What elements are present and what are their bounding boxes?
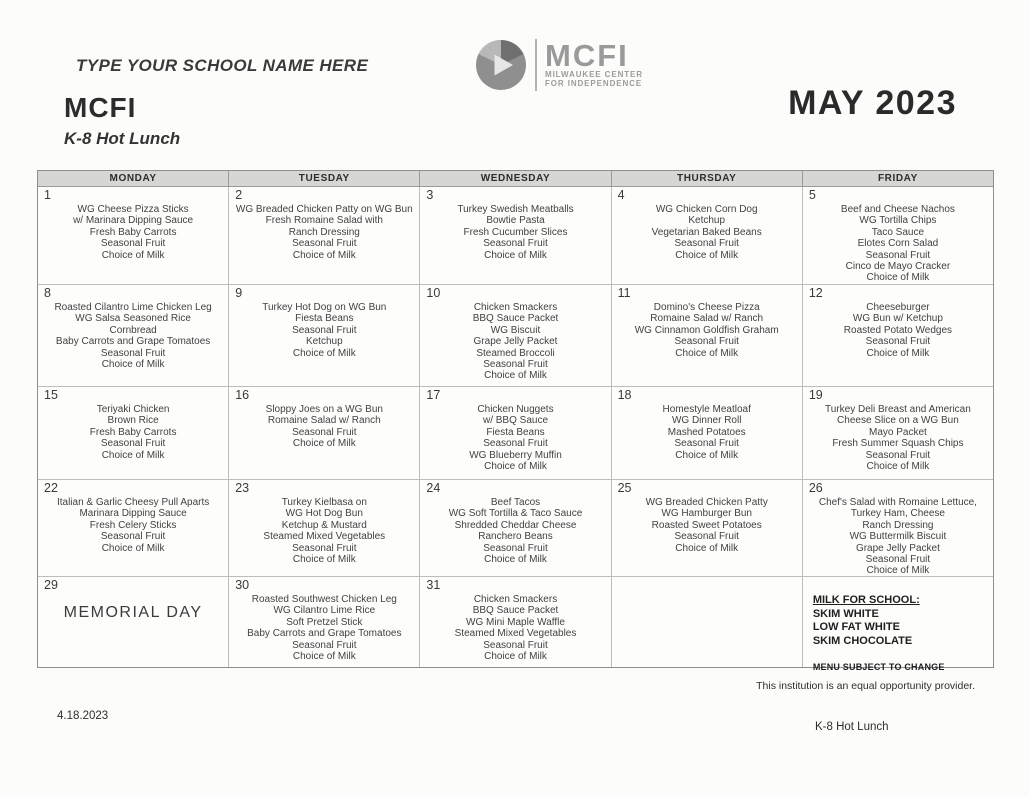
date-number: 4	[617, 188, 625, 202]
day-cell	[612, 387, 803, 480]
menu-item: Grape Jelly Packet	[473, 336, 558, 348]
date-number: 16	[235, 388, 250, 402]
date-number: 11	[617, 286, 631, 300]
day-cell	[420, 387, 611, 480]
menu-item: Fresh Summer Squash Chips	[832, 438, 964, 450]
menu-item: Seasonal Fruit	[674, 336, 739, 348]
day-cell	[229, 480, 420, 577]
menu-item: Ranch Dressing	[862, 519, 934, 531]
date-number: 30	[235, 578, 250, 592]
menu-item: Choice of Milk	[866, 461, 930, 473]
menu-list	[423, 578, 607, 662]
menu-item: WG Hamburger Bun	[661, 508, 752, 520]
menu-item: Seasonal Fruit	[292, 639, 357, 651]
menu-subtitle: K-8 Hot Lunch	[64, 129, 181, 148]
menu-item: Shredded Cheddar Cheese	[454, 519, 577, 531]
week-row	[38, 285, 993, 387]
day-cell	[803, 480, 993, 577]
menu-item: Soft Pretzel Stick	[286, 616, 363, 628]
menu-item: WG Breaded Chicken Patty on WG Bun	[235, 204, 413, 215]
logo-divider	[535, 39, 537, 91]
date-number: 26	[808, 481, 823, 495]
menu-item: Seasonal Fruit	[100, 347, 166, 359]
day-cell	[229, 387, 420, 480]
day-cell	[612, 480, 803, 577]
menu-item: Elotes Corn Salad	[857, 238, 939, 250]
day-cell	[38, 187, 229, 285]
menu-item: Domino's Cheese Pizza	[653, 302, 760, 313]
menu-item: Fresh Baby Carrots	[89, 226, 177, 238]
menu-item: Choice of Milk	[484, 370, 547, 382]
menu-item: Chef's Salad with Romaine Lettuce,	[818, 497, 977, 508]
menu-list	[423, 286, 607, 382]
menu-item: Beef Tacos	[490, 497, 541, 508]
day-cell	[612, 285, 803, 387]
calendar-body	[38, 187, 993, 672]
menu-list	[423, 481, 607, 565]
day-cell	[420, 480, 611, 577]
menu-item: Seasonal Fruit	[100, 531, 166, 543]
menu-item: Ketchup	[688, 215, 726, 227]
week-row	[38, 387, 993, 480]
menu-item: Choice of Milk	[484, 554, 547, 566]
menu-item: Seasonal Fruit	[865, 449, 931, 461]
menu-item: Choice of Milk	[866, 565, 930, 577]
date-number: 10	[426, 286, 441, 300]
day-header-friday: FRIDAY	[803, 171, 993, 187]
menu-item: w/ Marinara Dipping Sauce	[73, 215, 194, 227]
menu-item: Cheese Slice on a WG Bun	[837, 415, 959, 427]
menu-item: WG Chicken Corn Dog	[655, 204, 758, 215]
logo-tagline-line1: MILWAUKEE CENTER	[545, 70, 643, 79]
menu-item: Grape Jelly Packet	[855, 542, 940, 554]
menu-item: Fresh Romaine Salad with	[265, 215, 383, 227]
mcfi-logo	[474, 38, 643, 92]
memorial-day-label: MEMORIAL DAY	[63, 604, 203, 621]
menu-item: Chicken Smackers	[473, 302, 558, 313]
menu-item: WG Salsa Seasoned Rice	[75, 313, 191, 325]
menu-item: Turkey Ham, Cheese	[850, 508, 945, 520]
menu-item: BBQ Sauce Packet	[472, 313, 559, 325]
menu-list	[41, 286, 225, 370]
menu-item: Choice of Milk	[101, 542, 165, 554]
menu-list	[806, 388, 990, 472]
menu-list	[232, 388, 416, 450]
day-cell	[803, 285, 993, 387]
menu-item: Choice of Milk	[675, 347, 739, 359]
menu-list	[615, 481, 799, 554]
menu-item: w/ BBQ Sauce	[482, 415, 549, 427]
date-number: 5	[808, 188, 816, 202]
menu-item: Fresh Celery Sticks	[89, 519, 177, 531]
menu-item: Ranchero Beans	[478, 531, 553, 543]
day-cell	[229, 285, 420, 387]
menu-item: Fiesta Beans	[295, 313, 354, 325]
date-number: 1	[44, 188, 51, 202]
menu-item: Choice of Milk	[292, 249, 356, 261]
menu-item: Choice of Milk	[484, 461, 547, 473]
footer-doc-label: K-8 Hot Lunch	[815, 721, 889, 733]
menu-item: Baby Carrots and Grape Tomatoes	[247, 628, 402, 640]
menu-item: Seasonal Fruit	[483, 639, 548, 651]
menu-list	[615, 388, 799, 461]
menu-item: WG Cilantro Lime Rice	[273, 605, 376, 617]
logo-text	[545, 38, 643, 88]
menu-item: Teriyaki Chicken	[96, 404, 170, 415]
menu-item: Seasonal Fruit	[865, 554, 931, 566]
menu-item: WG Bun w/ Ketchup	[852, 313, 943, 325]
menu-list	[232, 286, 416, 359]
menu-item: Turkey Swedish Meatballs	[457, 204, 574, 215]
menu-item: Fresh Cucumber Slices	[463, 226, 568, 238]
logo-wordmark: MCFI	[545, 38, 629, 73]
menu-item: WG Biscuit	[490, 324, 541, 336]
menu-item: Choice of Milk	[675, 449, 739, 461]
menu-item: Sloppy Joes on a WG Bun	[265, 404, 383, 415]
menu-list	[806, 286, 990, 359]
menu-item: BBQ Sauce Packet	[472, 605, 559, 617]
menu-list	[615, 286, 799, 359]
date-number: 31	[426, 578, 441, 592]
menu-list	[41, 188, 225, 261]
menu-item: Romaine Salad w/ Ranch	[267, 415, 381, 427]
day-cell	[612, 577, 803, 667]
date-number: 12	[808, 286, 823, 300]
menu-item: Turkey Deli Breast and American	[825, 404, 971, 415]
week-row	[38, 577, 993, 672]
menu-item: Ranch Dressing	[288, 226, 360, 238]
menu-item: Turkey Hot Dog on WG Bun	[262, 302, 387, 313]
milk-option: SKIM WHITE	[812, 607, 879, 620]
menu-list	[615, 188, 799, 261]
menu-item: Seasonal Fruit	[483, 542, 548, 554]
menu-item: Seasonal Fruit	[483, 359, 548, 371]
menu-item: Choice of Milk	[484, 651, 547, 663]
menu-item: Choice of Milk	[101, 359, 165, 371]
menu-item: Choice of Milk	[101, 449, 165, 461]
menu-item: Seasonal Fruit	[483, 238, 548, 250]
date-number: 24	[426, 481, 441, 495]
day-cell	[612, 187, 803, 285]
menu-item: WG Soft Tortilla & Taco Sauce	[448, 508, 583, 520]
day-cell	[38, 387, 229, 480]
menu-item: Chicken Nuggets	[477, 404, 554, 415]
milk-heading: MILK FOR SCHOOL:	[812, 594, 920, 606]
menu-item: Seasonal Fruit	[100, 438, 166, 450]
date-number: 9	[235, 286, 243, 300]
menu-item: Cornbread	[109, 324, 157, 336]
mcfi-logo-icon	[474, 38, 528, 92]
day-cell	[420, 577, 611, 667]
date-number: 15	[44, 388, 58, 402]
menu-item: Homestyle Meatloaf	[662, 404, 751, 415]
menu-change-note: MENU SUBJECT TO CHANGE	[812, 662, 945, 672]
lunch-calendar	[37, 170, 994, 672]
date-number: 18	[617, 388, 632, 402]
menu-item: Seasonal Fruit	[674, 531, 739, 543]
menu-item: Seasonal Fruit	[292, 238, 357, 250]
day-cell	[229, 187, 420, 285]
menu-list	[232, 481, 416, 565]
menu-item: Turkey Kielbasa on	[281, 497, 367, 508]
menu-item: Seasonal Fruit	[292, 542, 357, 554]
date-number: 2	[235, 188, 243, 202]
menu-item: WG Cinnamon Goldfish Graham	[634, 324, 779, 336]
menu-item: Steamed Broccoli	[476, 347, 555, 359]
menu-item: Choice of Milk	[101, 249, 165, 261]
day-cell	[38, 577, 229, 667]
day-header-wednesday: WEDNESDAY	[420, 171, 611, 187]
equal-opportunity-note: This institution is an equal opportunity provider.	[756, 680, 975, 692]
menu-item: Seasonal Fruit	[865, 249, 931, 261]
menu-item: Seasonal Fruit	[292, 426, 357, 438]
menu-item: Italian & Garlic Cheesy Pull Aparts	[56, 497, 210, 508]
day-header-tuesday: TUESDAY	[229, 171, 420, 187]
menu-item: Marinara Dipping Sauce	[79, 508, 187, 520]
menu-item: Seasonal Fruit	[292, 324, 357, 336]
calendar-day-header-row	[38, 171, 993, 187]
org-title: MCFI	[64, 92, 137, 123]
menu-item: Choice of Milk	[675, 542, 739, 554]
day-header-thursday: THURSDAY	[612, 171, 803, 187]
menu-item: Seasonal Fruit	[483, 438, 548, 450]
menu-item: Ketchup & Mustard	[281, 519, 367, 531]
date-number: 29	[44, 578, 58, 592]
menu-item: Choice of Milk	[484, 249, 547, 261]
revision-date: 4.18.2023	[57, 710, 109, 722]
menu-item: Cheeseburger	[866, 302, 930, 313]
menu-item: Seasonal Fruit	[100, 238, 166, 250]
menu-item: WG Mini Maple Waffle	[466, 616, 565, 628]
menu-item: Roasted Cilantro Lime Chicken Leg	[54, 302, 212, 313]
menu-item: Cinco de Mayo Cracker	[845, 261, 951, 273]
menu-item: Choice of Milk	[866, 272, 930, 284]
menu-item: Beef and Cheese Nachos	[840, 204, 955, 215]
menu-item: Choice of Milk	[292, 438, 356, 450]
day-cell	[420, 187, 611, 285]
menu-item: WG Dinner Roll	[671, 415, 742, 427]
day-cell	[803, 187, 993, 285]
date-number: 22	[44, 481, 58, 495]
menu-item: Chicken Smackers	[473, 594, 558, 605]
menu-item: WG Buttermilk Biscuit	[849, 531, 947, 543]
date-number: 19	[808, 388, 823, 402]
day-cell	[803, 577, 993, 672]
menu-item: Seasonal Fruit	[674, 238, 739, 250]
day-header-monday: MONDAY	[38, 171, 229, 187]
menu-item: WG Breaded Chicken Patty	[645, 497, 768, 508]
menu-item: Ketchup	[305, 336, 343, 348]
menu-item: WG Blueberry Muffin	[469, 449, 562, 461]
menu-item: Fiesta Beans	[486, 426, 545, 438]
menu-list	[423, 388, 607, 472]
menu-list	[41, 388, 225, 461]
week-row	[38, 187, 993, 285]
menu-list	[232, 578, 416, 662]
menu-list	[423, 188, 607, 261]
menu-item: Taco Sauce	[871, 226, 925, 238]
menu-item: Mashed Potatoes	[667, 426, 746, 438]
menu-item: Roasted Sweet Potatoes	[651, 519, 762, 531]
menu-item: Choice of Milk	[866, 347, 930, 359]
menu-item: Seasonal Fruit	[674, 438, 739, 450]
day-cell	[229, 577, 420, 667]
menu-item: Roasted Potato Wedges	[843, 324, 953, 336]
menu-item: Seasonal Fruit	[865, 336, 931, 348]
menu-item: Choice of Milk	[675, 249, 739, 261]
date-number: 8	[44, 286, 51, 300]
day-cell	[38, 285, 229, 387]
menu-item: Romaine Salad w/ Ranch	[650, 313, 764, 325]
date-number: 23	[235, 481, 250, 495]
month-year-title: MAY 2023	[788, 84, 957, 122]
logo-tagline-line2: FOR INDEPENDENCE	[545, 79, 643, 88]
date-number: 17	[426, 388, 441, 402]
milk-option: LOW FAT WHITE	[812, 621, 900, 633]
menu-list	[41, 481, 225, 554]
menu-item: Fresh Baby Carrots	[89, 426, 177, 438]
menu-item: Choice of Milk	[292, 554, 356, 566]
menu-item: Choice of Milk	[292, 651, 356, 663]
menu-item: WG Hot Dog Bun	[285, 508, 363, 520]
menu-item: Baby Carrots and Grape Tomatoes	[55, 336, 211, 348]
menu-item: Roasted Southwest Chicken Leg	[251, 594, 397, 605]
school-name-placeholder: TYPE YOUR SCHOOL NAME HERE	[76, 56, 369, 75]
menu-list	[806, 481, 990, 577]
menu-item: Bowtie Pasta	[486, 215, 545, 227]
menu-item: WG Tortilla Chips	[859, 215, 937, 227]
menu-list	[232, 188, 416, 261]
menu-item: WG Cheese Pizza Sticks	[77, 204, 189, 215]
day-cell	[420, 285, 611, 387]
date-number: 25	[617, 481, 632, 495]
menu-item: Mayo Packet	[869, 426, 927, 438]
menu-item: Steamed Mixed Vegetables	[454, 628, 577, 640]
day-cell	[803, 387, 993, 480]
menu-list	[806, 188, 990, 284]
menu-item: Steamed Mixed Vegetables	[263, 531, 386, 543]
menu-item: Choice of Milk	[292, 347, 356, 359]
date-number: 3	[426, 188, 434, 202]
day-cell	[38, 480, 229, 577]
menu-item: Vegetarian Baked Beans	[651, 226, 762, 238]
milk-option: SKIM CHOCOLATE	[812, 634, 913, 647]
week-row	[38, 480, 993, 577]
milk-info-box	[813, 594, 990, 675]
menu-item: Brown Rice	[107, 415, 159, 427]
